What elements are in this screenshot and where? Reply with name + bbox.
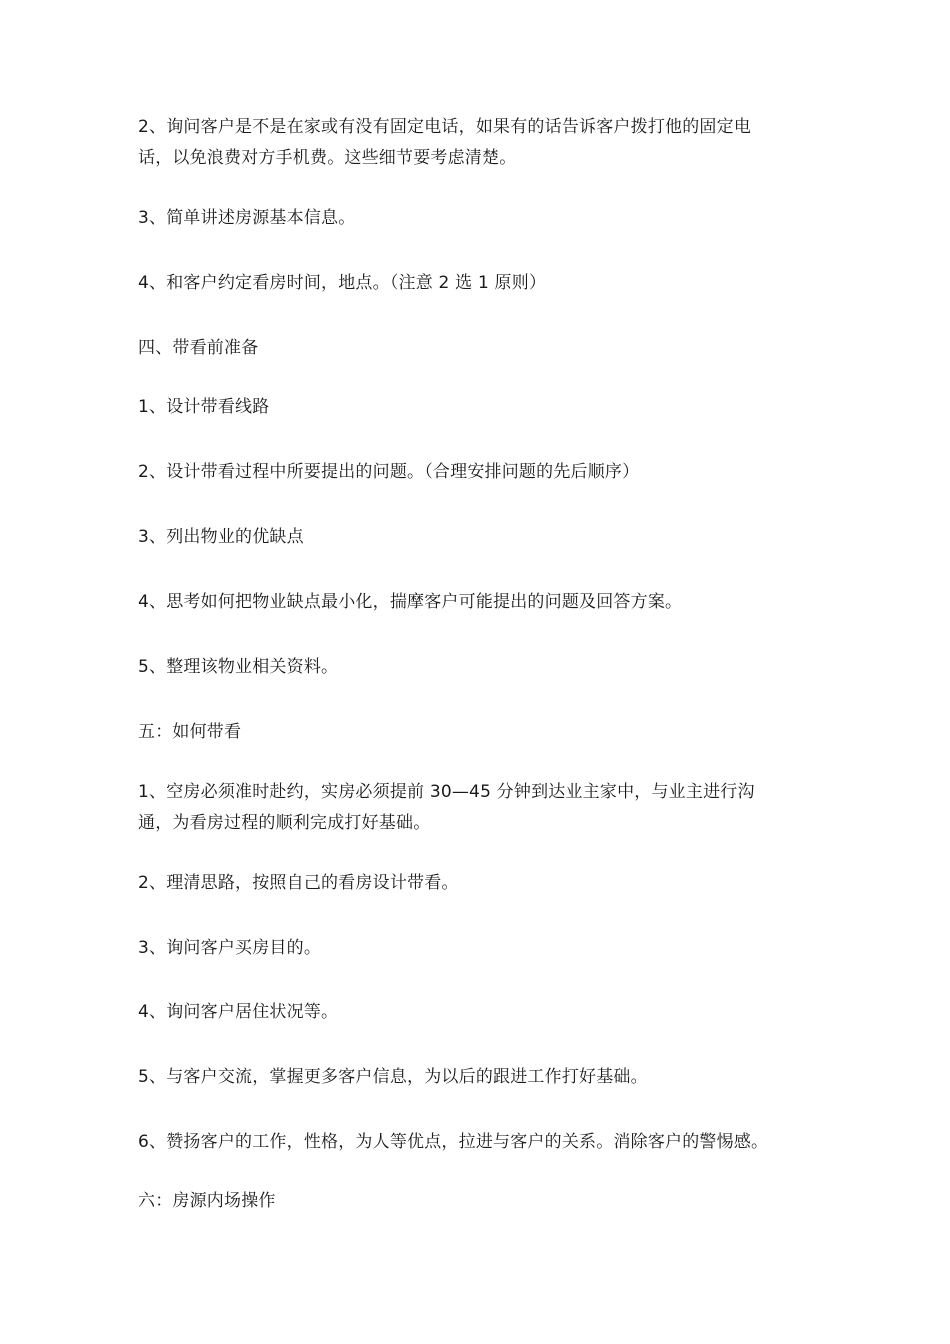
paragraph-16 — [138, 1127, 838, 1158]
paragraph-line: 3、简单讲述房源基本信息。 — [138, 208, 356, 228]
paragraph-2 — [138, 203, 838, 234]
paragraph-line: 4、思考如何把物业缺点最小化，揣摩客户可能提出的问题及回答方案。 — [138, 592, 683, 612]
paragraph-7 — [138, 522, 838, 553]
paragraph-11 — [138, 777, 838, 839]
heading-line: 六：房源内场操作 — [138, 1191, 276, 1211]
paragraph-line: 2、询问客户是不是在家或有没有固定电话，如果有的话告诉客户拨打他的固定电 — [138, 117, 752, 137]
paragraph-6 — [138, 457, 838, 488]
section-heading-4 — [138, 333, 838, 364]
paragraph-line: 6、赞扬客户的工作，性格，为人等优点，拉进与客户的关系。消除客户的警惕感。 — [138, 1132, 769, 1152]
section-heading-5 — [138, 717, 838, 748]
paragraph-line: 1、设计带看线路 — [138, 397, 270, 417]
paragraph-line: 5、与客户交流，掌握更多客户信息，为以后的跟进工作打好基础。 — [138, 1067, 648, 1087]
paragraph-3 — [138, 268, 838, 299]
paragraph-line: 话，以免浪费对方手机费。这些细节要考虑清楚。 — [138, 148, 517, 168]
paragraph-13 — [138, 933, 838, 964]
paragraph-14 — [138, 997, 838, 1028]
paragraph-1 — [138, 112, 838, 174]
paragraph-line: 2、设计带看过程中所要提出的问题。（合理安排问题的先后顺序） — [138, 462, 640, 482]
section-heading-6 — [138, 1186, 838, 1217]
paragraph-line: 1、空房必须准时赴约，实房必须提前 30—45 分钟到达业主家中，与业主进行沟 — [138, 782, 755, 802]
heading-line: 五：如何带看 — [138, 722, 242, 742]
paragraph-line: 4、和客户约定看房时间，地点。（注意 2 选 1 原则） — [138, 273, 547, 293]
paragraph-line: 3、列出物业的优缺点 — [138, 527, 304, 547]
paragraph-line: 5、整理该物业相关资料。 — [138, 657, 339, 677]
paragraph-line: 通，为看房过程的顺利完成打好基础。 — [138, 813, 431, 833]
paragraph-5 — [138, 392, 838, 423]
paragraph-15 — [138, 1062, 838, 1093]
paragraph-8 — [138, 587, 838, 618]
paragraph-line: 2、理清思路，按照自己的看房设计带看。 — [138, 873, 459, 893]
paragraph-9 — [138, 652, 838, 683]
paragraph-line: 3、询问客户买房目的。 — [138, 938, 322, 958]
heading-line: 四、带看前准备 — [138, 338, 259, 358]
paragraph-12 — [138, 868, 838, 899]
paragraph-line: 4、询问客户居住状况等。 — [138, 1002, 339, 1022]
